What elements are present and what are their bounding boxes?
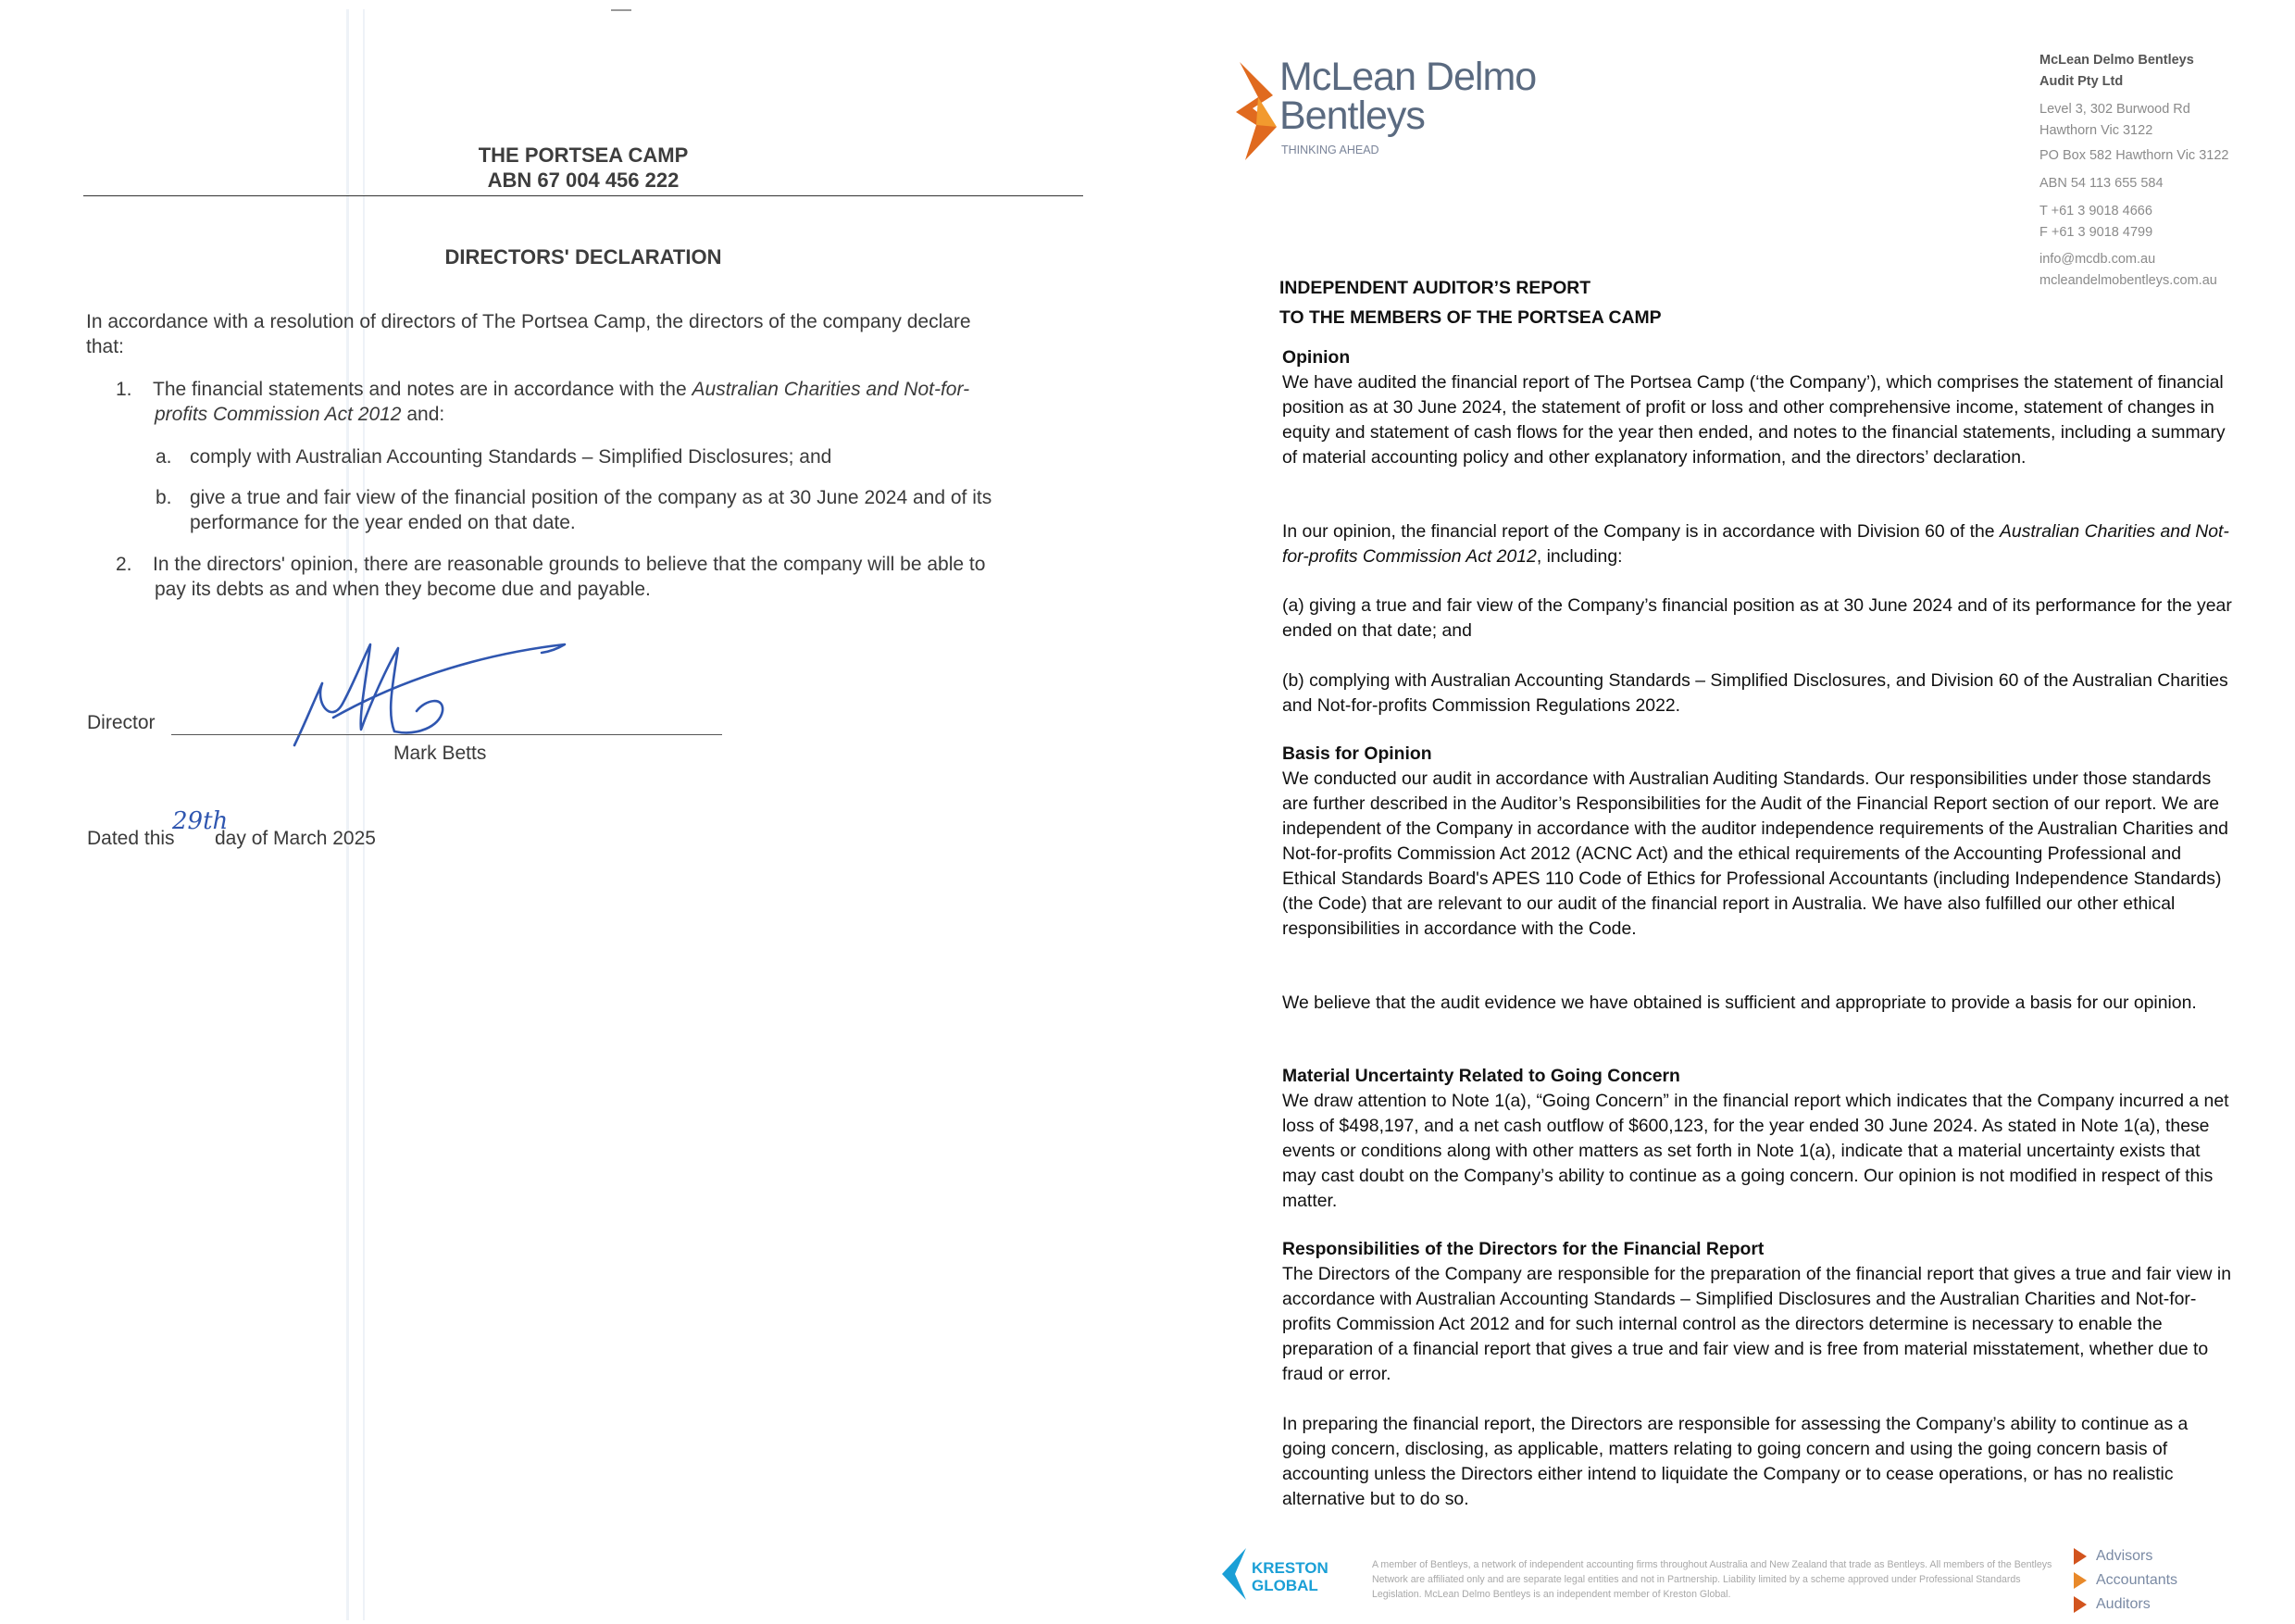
signature-line <box>171 734 722 735</box>
basis-heading: Basis for Opinion <box>1282 743 1432 764</box>
firm-email: info@mcdb.com.au <box>2039 252 2156 267</box>
header-rule <box>83 195 1083 196</box>
opinion-point-a: (a) giving a true and fair view of the Company’s financial position as at 30 June 2024 and of its performance for the year ended on that date; and <box>1282 595 2232 641</box>
dated-day-handwritten: 29th <box>172 807 229 835</box>
kreston-logo-icon <box>1222 1548 1248 1600</box>
bullet-arrow-icon <box>2074 1596 2087 1613</box>
item-2-number: 2. <box>116 554 132 575</box>
item-2-line-2: pay its debts as and when they become due and payable. <box>155 579 651 600</box>
firm-abn: ABN 54 113 655 584 <box>2039 176 2164 191</box>
org-abn: ABN 67 004 456 222 <box>487 169 680 192</box>
sub-b-line-2: performance for the year ended on that date. <box>190 512 576 533</box>
sub-a-letter: a. <box>156 446 172 468</box>
responsibilities-paragraph-1: The Directors of the Company are responsible for the preparation of the financial report that gives a true and fair view in accordance with Australian Accounting Standards – Simplified Disclosures and the Australian Charities and Not-for-profits Commission Act 2012 and for such internal control as the directors determine is necessary to enable the preparation of a financial report that gives a true and fair view and is free from material misstatement, whether due to fraud or error. <box>1282 1264 2232 1384</box>
sub-b-letter: b. <box>156 487 172 508</box>
opinion-heading: Opinion <box>1282 347 1351 368</box>
firm-website: mcleandelmobentleys.com.au <box>2039 273 2217 288</box>
director-signature <box>278 611 583 750</box>
logo-line-1: McLean Delmo <box>1279 55 1537 99</box>
firm-address-2: Hawthorn Vic 3122 <box>2039 123 2153 138</box>
bentleys-logo-icon <box>1236 60 1282 162</box>
sub-b-line-1: give a true and fair view of the financial position of the company as at 30 June 2024 and of its <box>190 487 992 508</box>
opinion-paragraph-1: We have audited the financial report of The Portsea Camp (‘the Company’), which comprises the statement of financial position as at 30 June 2024, the statement of profit or loss and other comprehensive income, statement of changes in equity and statement of cash flows for the year then ended, and notes to the financial statements, including a summary of material accounting policy and other explanatory information, and the directors’ declaration. <box>1282 372 2226 468</box>
firm-name-2: Audit Pty Ltd <box>2039 74 2124 89</box>
intro-line-1: In accordance with a resolution of directors of The Portsea Camp, the directors of the company declare <box>86 311 971 332</box>
dated-prefix: Dated this <box>87 828 175 849</box>
bullet-arrow-icon <box>2074 1548 2087 1565</box>
intro-line-2: that: <box>86 336 124 357</box>
director-name: Mark Betts <box>393 743 487 764</box>
footer-disclaimer: A member of Bentleys, a network of independent accounting firms throughout Australia and New Zealand that trade as Bentleys. All members of the Bentleys Network are affiliated only and are separate legal entities and not in Partnership. Liability limited by a scheme approved under Professional Standards Legislation. McLean Delmo Bentleys is an independent member of Kreston Global. <box>1372 1559 2052 1600</box>
item-1-number: 1. <box>116 379 132 400</box>
item-1-line-2: profits Commission Act 2012 and: <box>155 404 445 425</box>
firm-address-1: Level 3, 302 Burwood Rd <box>2039 102 2190 117</box>
org-name: THE PORTSEA CAMP <box>478 144 689 167</box>
service-advisors: Advisors <box>2096 1548 2153 1564</box>
bullet-arrow-icon <box>2074 1572 2087 1589</box>
logo-line-2: Bentleys <box>1279 94 1425 138</box>
logo-text <box>1279 55 1537 138</box>
report-title-2: TO THE MEMBERS OF THE PORTSEA CAMP <box>1279 307 1662 328</box>
kreston-wordmark <box>1252 1559 1328 1594</box>
opinion-paragraph-2: In our opinion, the financial report of the Company is in accordance with Division 60 of the Australian Charities and Not-for-profits Commission Act 2012, including: <box>1282 521 2229 567</box>
basis-paragraph-1: We conducted our audit in accordance with Australian Auditing Standards. Our responsibilities under those standards are further described in the Auditor’s Responsibilities for the Audit of the Financial Report section of our report. We are independent of the Company in accordance with the auditor independence requirements of the Australian Charities and Not-for-profits Commission Act 2012 (ACNC Act) and the ethical requirements of the Accounting Professional and Ethical Standards Board's APES 110 Code of Ethics for Professional Accountants (including Independence Standards) (the Code) that are relevant to our audit of the financial report in Australia. We have also fulfilled our other ethical responsibilities in accordance with the Code. <box>1282 768 2228 939</box>
scan-mark <box>611 9 631 11</box>
logo-tagline: THINKING AHEAD <box>1281 144 1379 156</box>
firm-po-box: PO Box 582 Hawthorn Vic 3122 <box>2039 148 2229 163</box>
responsibilities-paragraph-2: In preparing the financial report, the Directors are responsible for assessing the Company’s ability to continue as a going concern, disclosing, as applicable, matters relating to going concern and using the going concern basis of accounting unless the Directors either intend to liquidate the Company or to cease operations, or has no realistic alternative but to do so. <box>1282 1414 2189 1509</box>
responsibilities-heading: Responsibilities of the Directors for the Financial Report <box>1282 1239 1765 1259</box>
going-concern-paragraph: We draw attention to Note 1(a), “Going Concern” in the financial report which indicates that the Company incurred a net loss of $498,197, and a net cash outflow of $600,123, for the year ended 30 June 2024. As stated in Note 1(a), these events or conditions along with other matters as set forth in Note 1(a), indicate that a material uncertainty exists that may cast doubt on the Company’s ability to continue as a going concern. Our opinion is not modified in respect of this matter. <box>1282 1091 2229 1211</box>
basis-paragraph-2: We believe that the audit evidence we have obtained is sufficient and appropriate to provide a basis for our opinion. <box>1282 993 2197 1013</box>
declaration-heading: DIRECTORS' DECLARATION <box>444 245 722 269</box>
going-concern-heading: Material Uncertainty Related to Going Concern <box>1282 1066 1680 1086</box>
report-title-1: INDEPENDENT AUDITOR’S REPORT <box>1279 278 1591 298</box>
service-auditors: Auditors <box>2096 1596 2151 1612</box>
firm-phone: T +61 3 9018 4666 <box>2039 204 2152 219</box>
kreston-text-2: GLOBAL <box>1252 1577 1318 1594</box>
firm-fax: F +61 3 9018 4799 <box>2039 225 2153 240</box>
sub-a-text: comply with Australian Accounting Standards – Simplified Disclosures; and <box>190 446 832 468</box>
service-accountants: Accountants <box>2096 1572 2178 1588</box>
kreston-text-1: KRESTON <box>1252 1559 1328 1577</box>
opinion-point-b: (b) complying with Australian Accounting Standards – Simplified Disclosures, and Division 60 of the Australian Charities and Not-for-profits Commission Regulations 2022. <box>1282 670 2228 716</box>
dated-suffix: day of March 2025 <box>215 828 376 849</box>
firm-name-1: McLean Delmo Bentleys <box>2039 53 2194 68</box>
director-label: Director <box>87 712 156 733</box>
item-1-line-1: The financial statements and notes are in accordance with the Australian Charities and Not-for- <box>153 379 970 400</box>
item-2-line-1: In the directors' opinion, there are reasonable grounds to believe that the company will be able to <box>153 554 986 575</box>
